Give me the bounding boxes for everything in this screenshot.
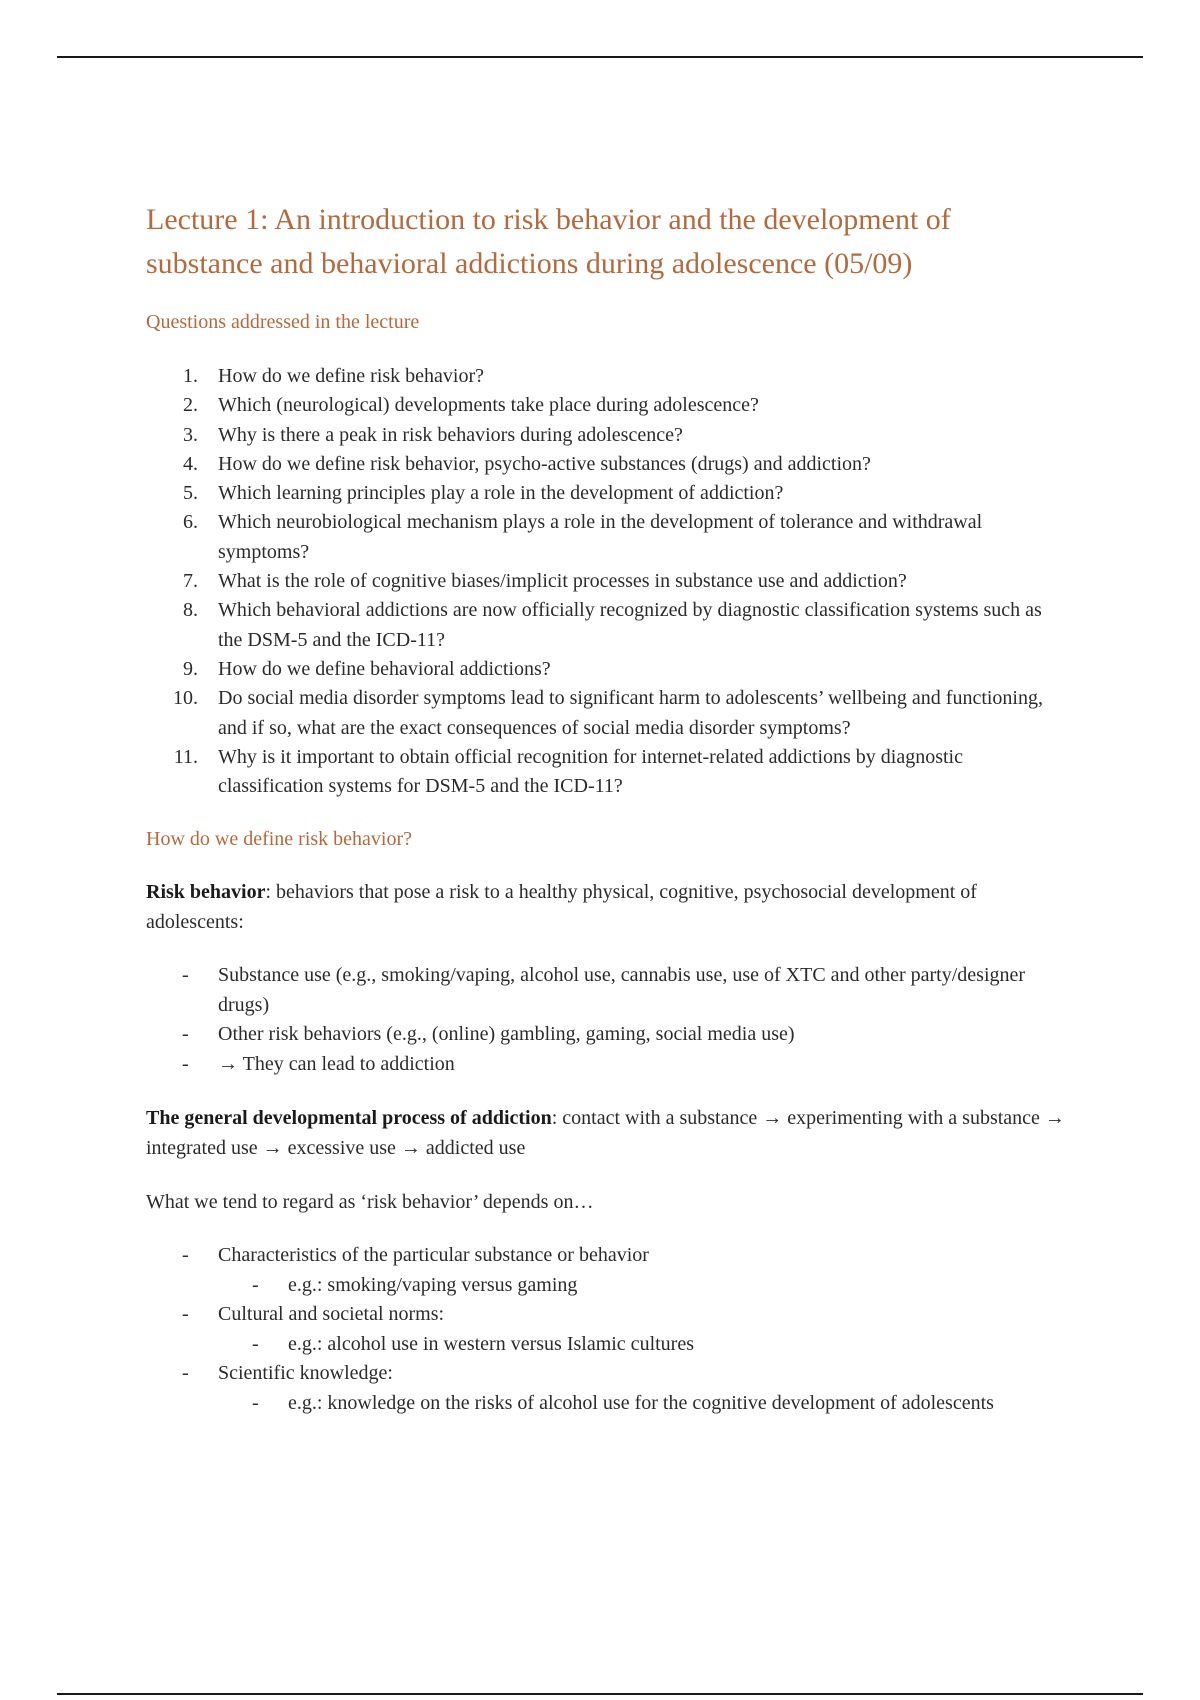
question-item: 6. Which neurobiological mechanism plays a role in the development of tolerance and withdrawal symptoms? [183,511,983,563]
list-item: - Cultural and societal norms: [146,1300,1066,1330]
list-item: - Substance use (e.g., smoking/vaping, alcohol use, cannabis use, use of XTC and other party/designer drugs) [146,961,1066,1020]
process-term: The general developmental process of addiction [146,1107,552,1130]
question-item: 8. Which behavioral addictions are now officially recognized by diagnostic classification systems such as the DSM-5 and the ICD-11? [183,599,1042,651]
question-item: 1. How do we define risk behavior? [183,365,485,387]
sub-list-item: - e.g.: alcohol use in western versus Islamic cultures [146,1330,1066,1360]
question-item: 4. How do we define risk behavior, psycho-active substances (drugs) and addiction? [183,452,871,475]
question-item: 3. Why is there a peak in risk behaviors during adolescence? [183,423,683,446]
risk-definition: Risk behavior: behaviors that pose a risk to a healthy physical, cognitive, psychosocial development of adolescents: [146,881,977,934]
sub-list-item: - e.g.: smoking/vaping versus gaming [146,1271,1066,1301]
process-paragraph: The general developmental process of addiction: contact with a substance → experimenting with a substance → integrated use → excessive use → addicted use [146,1107,1065,1160]
depends-list [146,1241,1066,1418]
question-item: 2. Which (neurological) developments take place during adolescence? [183,394,759,417]
depends-intro: What we tend to regard as ‘risk behavior’ depends on… [146,1191,594,1214]
question-item: 7. What is the role of cognitive biases/implicit processes in substance use and addiction? [183,570,907,593]
question-item: 11. Why is it important to obtain official recognition for internet-related addictions by diagnostic classification systems for DSM-5 and the ICD-11? [173,745,963,798]
list-item: - Characteristics of the particular substance or behavior [146,1241,1066,1271]
sub-list-item: - e.g.: knowledge on the risks of alcohol use for the cognitive development of adolescents [146,1389,1066,1419]
risk-list [146,961,1066,1079]
list-item: - Other risk behaviors (e.g., (online) gambling, gaming, social media use) [146,1020,1066,1050]
list-item: - → They can lead to addiction [146,1050,1066,1080]
risk-heading: How do we define risk behavior? [146,828,413,851]
question-item: 10. Do social media disorder symptoms lead to significant harm to adolescents’ wellbeing and functioning, and if so, what are the exact consequences of social media disorder symptoms? [173,687,1043,739]
questions-list [146,362,1066,801]
document-body [146,198,1066,1418]
top-rule [57,56,1143,58]
question-item: 9. How do we define behavioral addictions? [183,657,551,680]
question-item: 5. Which learning principles play a role in the development of addiction? [183,482,784,505]
questions-heading: Questions addressed in the lecture [146,311,420,333]
bottom-rule [57,1693,1143,1695]
risk-term: Risk behavior [146,881,266,904]
list-item: - Scientific knowledge: [146,1359,1066,1389]
lecture-title: Lecture 1: An introduction to risk behavior and the development of substance and behavioral addictions during adolescence (05/09) [146,203,951,280]
